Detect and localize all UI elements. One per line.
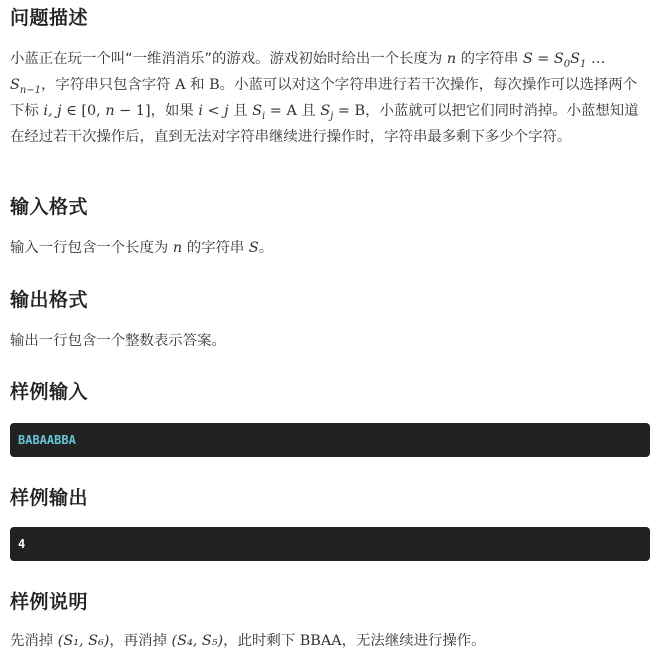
sample-output-code: 4: [10, 527, 650, 561]
problem-heading: 问题描述: [10, 7, 89, 29]
problem-text: 小蓝正在玩一个叫“一维消消乐”的游戏。游戏初始时给出一个长度为 n 的字符串 $S = S_0S_1$ … $S_{n-1}$，字符串只包含字符 A 和 B。小蓝可以对这个字符串进行若干次操作，每次操作可以选择两个下标 i, j ∈ [0, n − 1]，如果 i < j 且 $S_i = A$ 且 $S_j = B$，小蓝就可以把它们同时消掉。小蓝想知道在经过若干次操作后，直到无法对字符串继续进行操作时，字符串最多剩下多少个字符。: [10, 51, 639, 145]
output-format-text: 输出一行包含一个整数表示答案。: [10, 333, 226, 349]
output-format-heading: 输出格式: [10, 289, 89, 311]
input-format-heading: 输入格式: [10, 196, 89, 218]
sample-input-code: BABAABBA: [10, 423, 650, 457]
sample-explain-heading: 样例说明: [10, 591, 89, 613]
input-format-text: 输入一行包含一个长度为 n 的字符串 S。: [10, 240, 274, 256]
sample-input-heading: 样例输入: [10, 381, 89, 403]
sample-explain-text: 先消掉 (S₁, S₆)，再消掉 (S₄, S₅)，此时剩下 BBAA，无法继续进行操作。: [10, 633, 486, 649]
sample-output-heading: 样例输出: [10, 487, 89, 509]
